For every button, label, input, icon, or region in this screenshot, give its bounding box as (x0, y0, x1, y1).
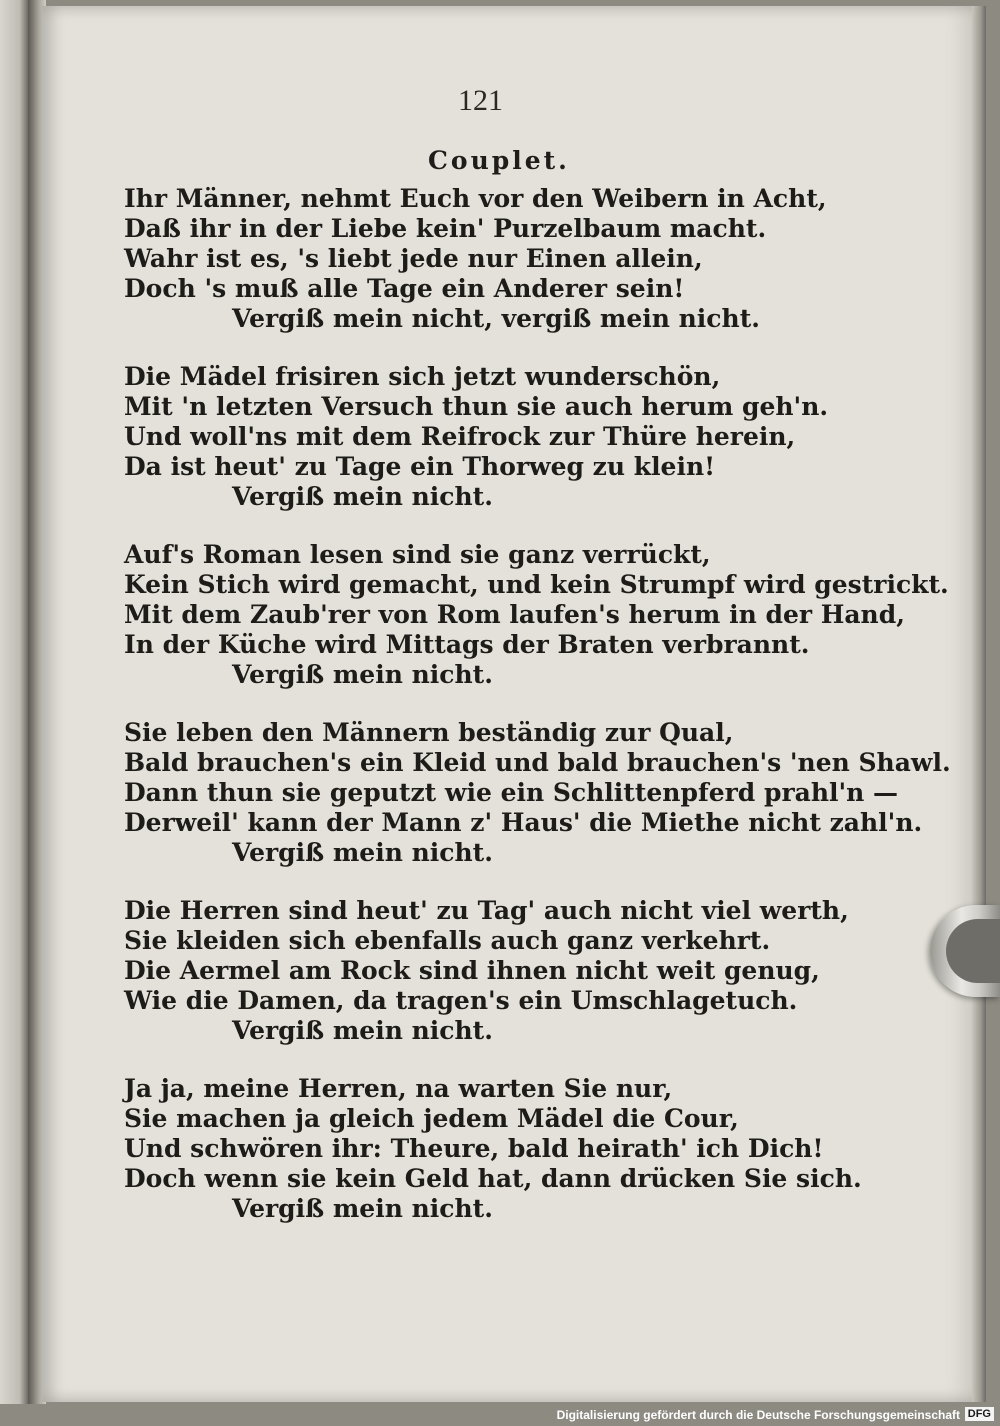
refrain-line: Vergiß mein nicht. (232, 482, 493, 511)
refrain-line: Vergiß mein nicht. (232, 838, 493, 867)
refrain-line: Vergiß mein nicht, vergiß mein nicht. (232, 304, 760, 333)
verse-line: Ihr Männer, nehmt Euch vor den Weibern in Acht, (124, 184, 827, 213)
verse-line: Derweil' kann der Mann z' Haus' die Miethe nicht zahl'n. (124, 808, 923, 837)
poem-heading: Couplet. (428, 146, 570, 175)
refrain-line: Vergiß mein nicht. (232, 1194, 493, 1223)
refrain-line: Vergiß mein nicht. (232, 660, 493, 689)
stanza (124, 718, 951, 868)
verse-line: Sie leben den Männern beständig zur Qual, (124, 718, 734, 747)
page-number: 121 (458, 84, 503, 117)
poem-text (124, 184, 951, 1252)
page-clip-inner (946, 919, 1000, 983)
dfg-logo: DFG (965, 1407, 994, 1421)
verse-line: Die Herren sind heut' zu Tag' auch nicht viel werth, (124, 896, 849, 925)
verse-line: Auf's Roman lesen sind sie ganz verrückt, (124, 540, 711, 569)
verse-line: Kein Stich wird gemacht, und kein Strumpf wird gestrickt. (124, 570, 949, 599)
verse-line: Wahr ist es, 's liebt jede nur Einen allein, (124, 244, 703, 273)
digitization-credit: Digitalisierung gefördert durch die Deutsche Forschungsgemeinschaft (556, 1408, 960, 1422)
verse-line: Dann thun sie geputzt wie ein Schlittenpferd prahl'n — (124, 778, 899, 807)
verse-line: Doch 's muß alle Tage ein Anderer sein! (124, 274, 685, 303)
stanza (124, 362, 844, 512)
verse-line: Wie die Damen, da tragen's ein Umschlagetuch. (124, 986, 798, 1015)
verse-line: Und schwören ihr: Theure, bald heirath' ich Dich! (124, 1134, 824, 1163)
stanza (124, 896, 849, 1046)
verse-line: In der Küche wird Mittags der Braten verbrannt. (124, 630, 810, 659)
verse-line: Sie machen ja gleich jedem Mädel die Cour, (124, 1104, 739, 1133)
facing-page-edge (0, 0, 28, 1426)
stanza (124, 540, 949, 690)
verse-line: Die Mädel frisiren sich jetzt wunderschön, (124, 362, 721, 391)
verse-line: Ja ja, meine Herren, na warten Sie nur, (124, 1074, 673, 1103)
refrain-line: Vergiß mein nicht. (232, 1016, 493, 1045)
verse-line: Und woll'ns mit dem Reifrock zur Thüre herein, (124, 422, 796, 451)
verse-line: Bald brauchen's ein Kleid und bald brauchen's 'nen Shawl. (124, 748, 951, 777)
verse-line: Mit dem Zaub'rer von Rom laufen's herum in der Hand, (124, 600, 905, 629)
verse-line: Mit 'n letzten Versuch thun sie auch herum geh'n. (124, 392, 829, 421)
verse-line: Daß ihr in der Liebe kein' Purzelbaum macht. (124, 214, 767, 243)
verse-line: Doch wenn sie kein Geld hat, dann drücken Sie sich. (124, 1164, 862, 1193)
verse-line: Da ist heut' zu Tage ein Thorweg zu klein! (124, 452, 716, 481)
verse-line: Die Aermel am Rock sind ihnen nicht weit genug, (124, 956, 820, 985)
stanza (124, 1074, 862, 1224)
page-edge (972, 6, 986, 1402)
verse-line: Sie kleiden sich ebenfalls auch ganz verkehrt. (124, 926, 771, 955)
stanza (124, 184, 844, 334)
